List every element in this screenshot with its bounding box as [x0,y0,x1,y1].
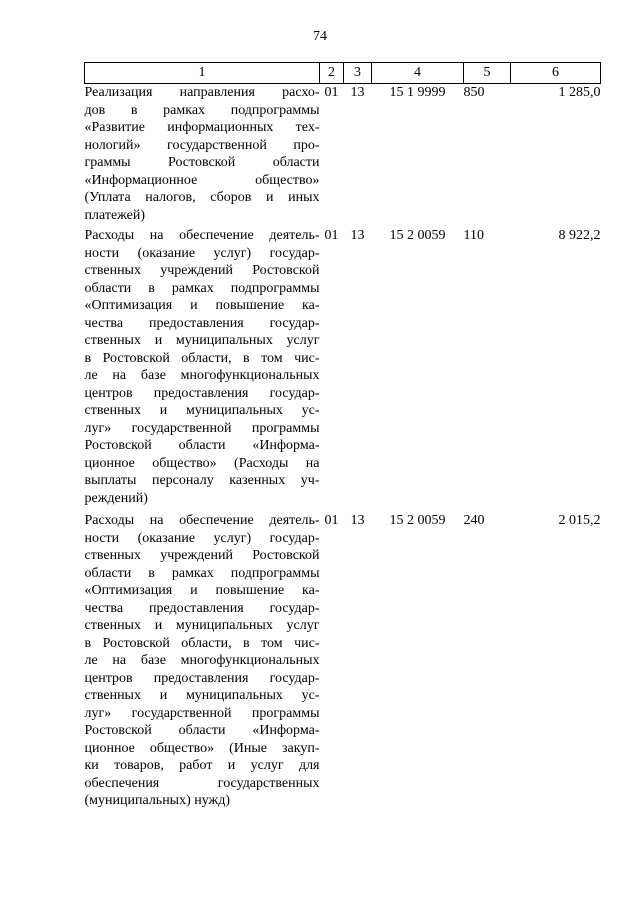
description-line: ности (оказание услуг) государ- [84,530,320,546]
description-line: ки товаров, работ и услуг для [84,758,320,773]
description-line: центров предоставления государ- [84,385,320,401]
page-number: 74 [313,29,327,44]
row-section-code: 01 [324,85,339,100]
description-line: Ростовской области «Информа- [84,723,320,738]
row-subsection-code: 13 [350,513,365,528]
row-description [85,512,320,812]
description-line: чества предоставления государ- [84,315,320,331]
header-col-3: 3 [344,63,372,84]
description-line: ности (оказание услуг) государ- [84,245,320,261]
description-line: платежей) [84,207,146,223]
row-expense-type: 850 [463,85,485,100]
row-amount: 8 922,2 [558,228,601,243]
description-line: ственных учреждений Ростовской [84,263,320,278]
description-line: граммы Ростовской области [84,155,320,170]
description-line: Расходы на обеспечение деятель- [84,513,320,528]
row-amount: 2 015,2 [558,513,601,528]
row-description [85,227,320,512]
description-line: дов в рамках подпрограммы [84,102,320,118]
description-line: «Оптимизация и повышение ка- [84,298,320,313]
description-line: ционное общество» (Расходы на [84,455,320,471]
description-line: нологий» государственной про- [84,137,320,153]
table-row [85,512,601,812]
table-header-row [85,63,601,84]
header-col-4: 4 [372,63,464,84]
header-col-2: 2 [320,63,344,84]
description-line: ственных и муниципальных ус- [84,688,320,703]
description-line: в Ростовской области, в том чис- [84,635,320,651]
description-line: ционное общество» (Иные закуп- [84,740,320,756]
description-line: «Информационное общество» [84,172,320,188]
description-line: ственных и муниципальных ус- [84,403,320,418]
description-line: реждений) [84,490,148,506]
table-row [85,84,601,228]
header-col-5: 5 [464,63,511,84]
description-line: (Уплата налогов, сборов и иных [84,190,320,205]
description-line: области в рамках подпрограммы [84,565,320,581]
description-line: в Ростовской области, в том чис- [84,350,320,366]
row-subsection-code: 13 [350,85,365,100]
description-line: (муниципальных) нужд) [84,793,231,808]
row-target-article: 15 1 9999 [389,85,446,100]
description-line: «Развитие информационных тех- [84,120,320,135]
description-line: центров предоставления государ- [84,670,320,686]
budget-table [84,62,601,812]
description-line: «Оптимизация и повышение ка- [84,583,320,598]
description-line: чества предоставления государ- [84,600,320,616]
description-line: ственных учреждений Ростовской [84,548,320,563]
header-col-6: 6 [511,63,601,84]
header-col-1: 1 [85,63,320,84]
description-line: Ростовской области «Информа- [84,438,320,453]
row-amount: 1 285,0 [558,85,601,100]
description-line: ле на базе многофункциональных [84,653,320,668]
description-line: луг» государственной программы [84,705,320,721]
description-line: области в рамках подпрограммы [84,280,320,296]
row-description [85,84,320,228]
description-line: ственных и муниципальных услуг [84,618,320,633]
description-line: Реализация направления расхо- [84,85,320,100]
row-target-article: 15 2 0059 [389,513,446,528]
row-section-code: 01 [324,513,339,528]
row-expense-type: 110 [463,228,484,243]
description-line: выплаты персоналу казенных уч- [84,473,320,488]
row-section-code: 01 [324,228,339,243]
row-target-article: 15 2 0059 [389,228,446,243]
description-line: луг» государственной программы [84,420,320,436]
description-line: ственных и муниципальных услуг [84,333,320,348]
description-line: обеспечения государственных [84,775,320,791]
table-row [85,227,601,512]
description-line: Расходы на обеспечение деятель- [84,228,320,243]
description-line: ле на базе многофункциональных [84,368,320,383]
row-expense-type: 240 [463,513,485,528]
row-subsection-code: 13 [350,228,365,243]
